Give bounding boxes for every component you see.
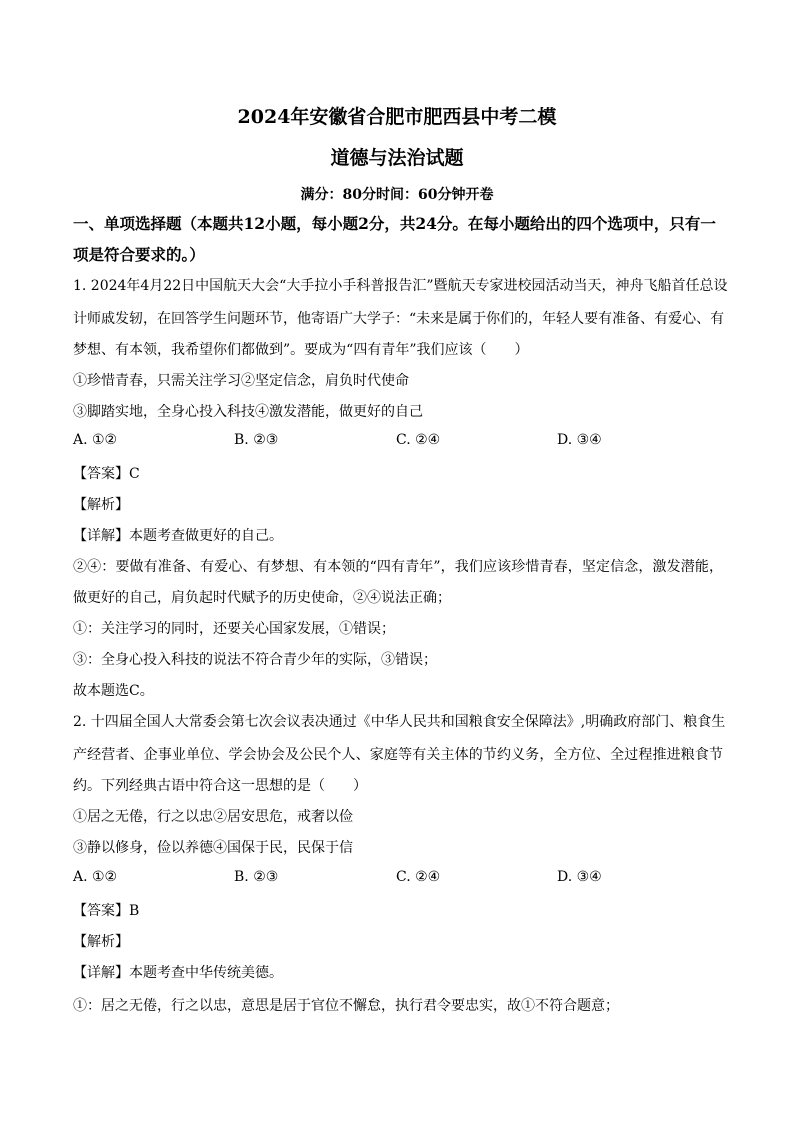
q1-option-c: C. ②④	[396, 432, 441, 448]
exam-meta: 满分：80分时间：60分钟开卷	[300, 187, 494, 203]
q1-answer: 【答案】C	[73, 466, 140, 482]
q1-statement-2: ③脚踏实地，全身心投入科技④激发潜能，做更好的自己	[73, 404, 423, 420]
q1-statement-1: ①珍惜青春，只需关注学习②坚定信念，肩负时代使命	[73, 373, 409, 389]
q2-option-d: D. ③④	[557, 869, 602, 885]
q1-explain-line-4: ③：全身心投入科技的说法不符合青少年的实际，③错误；	[73, 652, 437, 668]
q1-stem-line-3: 梦想、有本领，我希望你们都做到”。要成为“四有青年”我们应该（ ）	[73, 342, 529, 358]
q2-explain-line-1: ①：居之无倦，行之以忠，意思是居于官位不懈怠，执行君令要忠实，故①不符合题意；	[73, 998, 619, 1014]
q1-analysis-label: 【解析】	[73, 497, 129, 513]
q1-stem-line-1: 1. 2024年4月22日中国航天大会“大手拉小手科普报告汇”暨航天专家进校园活动当天，神舟飞船首任总设	[73, 278, 728, 294]
q1-explain-line-3: ①：关注学习的同时，还要关心国家发展，①错误；	[73, 621, 395, 637]
q2-stem-line-3: 约。下列经典古语中符合这一思想的是（ ）	[73, 778, 367, 794]
q2-option-a: A. ①②	[73, 869, 118, 885]
q1-detail: 【详解】本题考查做更好的自己。	[73, 528, 283, 544]
q1-stem-line-2: 计师戚发轫，在回答学生问题环节，他寄语广大学子：“未来是属于你们的，年轻人要有准备、有爱心、有	[73, 311, 725, 327]
subject-title: 道德与法治试题	[330, 147, 464, 169]
q2-detail: 【详解】本题考查中华传统美德。	[73, 965, 283, 981]
q2-option-c: C. ②④	[396, 869, 441, 885]
q2-statement-2: ③静以修身，俭以养德④国保于民，民保于信	[73, 840, 353, 856]
document-title: 2024年安徽省合肥市肥西县中考二模	[237, 106, 557, 128]
section-heading: 一、单项选择题（本题共12小题，每小题2分，共24分。在每小题给出的四个选项中，只有一项是符合要求的。）	[73, 214, 716, 264]
q1-option-b: B. ②③	[234, 432, 279, 448]
q2-analysis-label: 【解析】	[73, 934, 129, 950]
q1-explain-line-2: 做更好的自己，肩负起时代赋予的历史使命，②④说法正确；	[73, 590, 451, 606]
q1-option-a: A. ①②	[73, 432, 118, 448]
q2-stem-line-2: 产经营者、企事业单位、学会协会及公民个人、家庭等有关主体的节约义务，全方位、全过程推进粮食节	[73, 747, 723, 763]
q2-statement-1: ①居之无倦，行之以忠②居安思危，戒奢以俭	[73, 809, 353, 825]
q1-explain-line-1: ②④：要做有准备、有爱心、有梦想、有本领的“四有青年”，我们应该珍惜青春，坚定信念，激发潜能，	[73, 559, 723, 575]
q1-option-d: D. ③④	[557, 432, 602, 448]
q2-answer: 【答案】B	[73, 903, 140, 919]
q1-explain-line-5: 故本题选C。	[73, 683, 154, 699]
q2-stem-line-1: 2. 十四届全国人大常委会第七次会议表决通过《中华人民共和国粮食安全保障法》,明确政府部门、粮食生	[73, 714, 726, 730]
q2-option-b: B. ②③	[234, 869, 279, 885]
